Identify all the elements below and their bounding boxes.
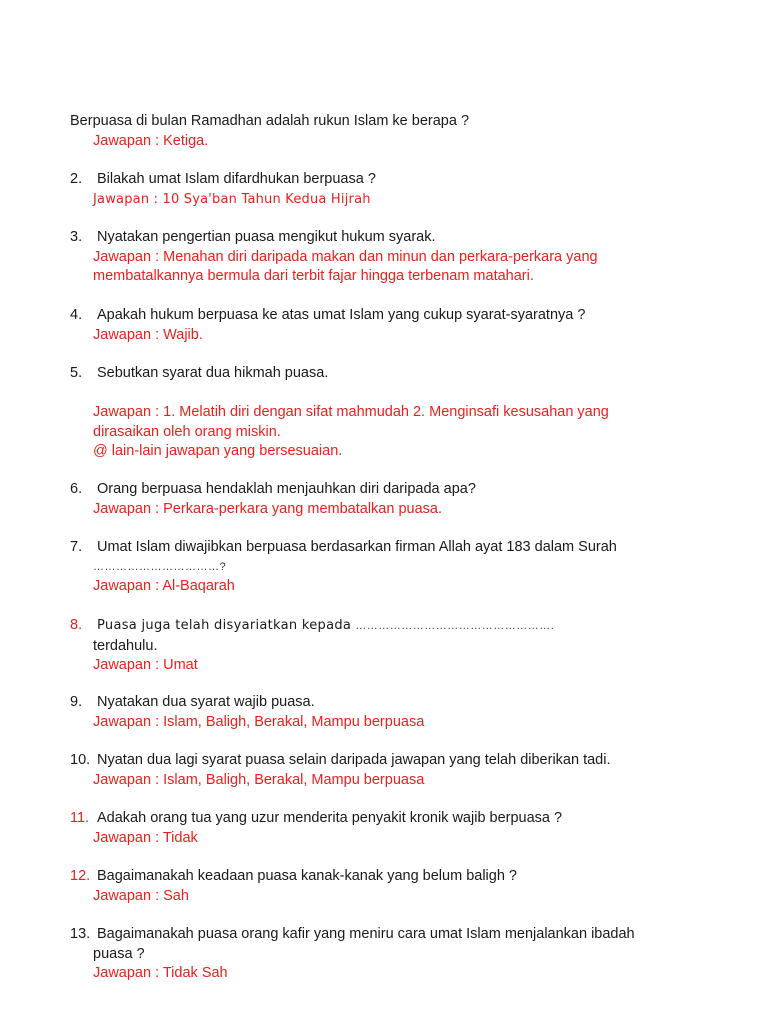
question-text-continued: puasa ? [93, 945, 145, 962]
question-9 [70, 693, 710, 732]
question-1 [70, 112, 710, 151]
question-text: Sebutkan syarat dua hikmah puasa. [97, 365, 329, 381]
question-10 [70, 751, 710, 790]
answer-text: Jawapan : Tidak Sah [93, 965, 228, 981]
answer-text: Jawapan : Tidak [93, 829, 198, 846]
answer-text: Jawapan : Islam, Baligh, Berakal, Mampu berpuasa [93, 713, 425, 730]
question-text: Puasa juga telah disyariatkan kepada [97, 618, 352, 633]
answer-text-continued: membatalkannya bermula dari terbit fajar hingga terbenam matahari. [93, 268, 534, 284]
question-2 [70, 170, 710, 209]
question-text: Umat Islam diwajibkan berpuasa berdasarkan firman Allah ayat 183 dalam Surah [97, 539, 617, 555]
question-3 [70, 228, 710, 287]
question-number: 5. [70, 365, 83, 381]
question-number: 7. [70, 539, 83, 555]
question-text: Bagaimanakah keadaan puasa kanak-kanak yang belum baligh ? [97, 868, 517, 884]
question-text: Nyatan dua lagi syarat puasa selain daripada jawapan yang telah diberikan tadi. [97, 752, 611, 768]
answer-text: Jawapan : Menahan diri daripada makan dan minun dan perkara-perkara yang [93, 248, 598, 265]
question-text: Apakah hukum berpuasa ke atas umat Islam yang cukup syarat-syaratnya ? [97, 307, 586, 323]
answer-text-continued: dirasaikan oleh orang miskin. [93, 423, 281, 440]
question-text: Orang berpuasa hendaklah menjauhkan diri daripada apa? [97, 481, 476, 497]
question-number: 4. [70, 307, 83, 323]
question-number: 2. [70, 171, 83, 187]
question-number: 10. [70, 752, 91, 768]
question-text: Nyatakan pengertian puasa mengikut hukum syarak. [97, 229, 436, 245]
question-11 [70, 809, 710, 848]
question-number: 8. [70, 617, 83, 633]
question-number: 9. [70, 694, 83, 710]
question-12 [70, 867, 710, 906]
question-text: Nyatakan dua syarat wajib puasa. [97, 694, 315, 710]
question-13 [70, 925, 710, 984]
answer-text-alternative: @ lain-lain jawapan yang bersesuaian. [93, 443, 343, 459]
answer-text: Jawapan : Perkara-perkara yang membatalkan puasa. [93, 500, 442, 517]
answer-text: Jawapan : 1. Melatih diri dengan sifat mahmudah 2. Menginsafi kesusahan yang [93, 404, 609, 420]
question-4 [70, 306, 710, 345]
answer-text: Jawapan : 10 Sya'ban Tahun Kedua Hijrah [93, 191, 371, 207]
question-5 [70, 364, 710, 384]
answer-text: Jawapan : Wajib. [93, 326, 203, 343]
answer-text: Jawapan : Umat [93, 657, 198, 673]
question-number: 13. [70, 926, 91, 942]
answer-text: Jawapan : Ketiga. [93, 132, 209, 149]
question-number: 11. [70, 810, 90, 826]
question-number: 6. [70, 481, 83, 497]
question-text: Adakah orang tua yang uzur menderita penyakit kronik wajib berpuasa ? [97, 810, 563, 826]
answer-5 [70, 403, 710, 462]
answer-text: Jawapan : Islam, Baligh, Berakal, Mampu berpuasa [93, 771, 425, 788]
answer-text: Jawapan : Al-Baqarah [93, 578, 235, 594]
question-number: 3. [70, 229, 83, 245]
question-8 [70, 616, 710, 676]
question-7 [70, 538, 710, 597]
question-text-continued: terdahulu. [93, 637, 158, 654]
question-number: 12. [70, 868, 91, 884]
answer-blank: ……………………………………………. [355, 620, 555, 632]
question-6 [70, 480, 710, 519]
question-text: Bagaimanakah puasa orang kafir yang meniru cara umat Islam menjalankan ibadah [97, 926, 635, 942]
question-text: Bilakah umat Islam difardhukan berpuasa ? [97, 171, 376, 187]
answer-text: Jawapan : Sah [93, 887, 189, 904]
question-text: Berpuasa di bulan Ramadhan adalah rukun Islam ke berapa ? [70, 113, 470, 129]
answer-blank: ……………………………? [93, 560, 227, 573]
